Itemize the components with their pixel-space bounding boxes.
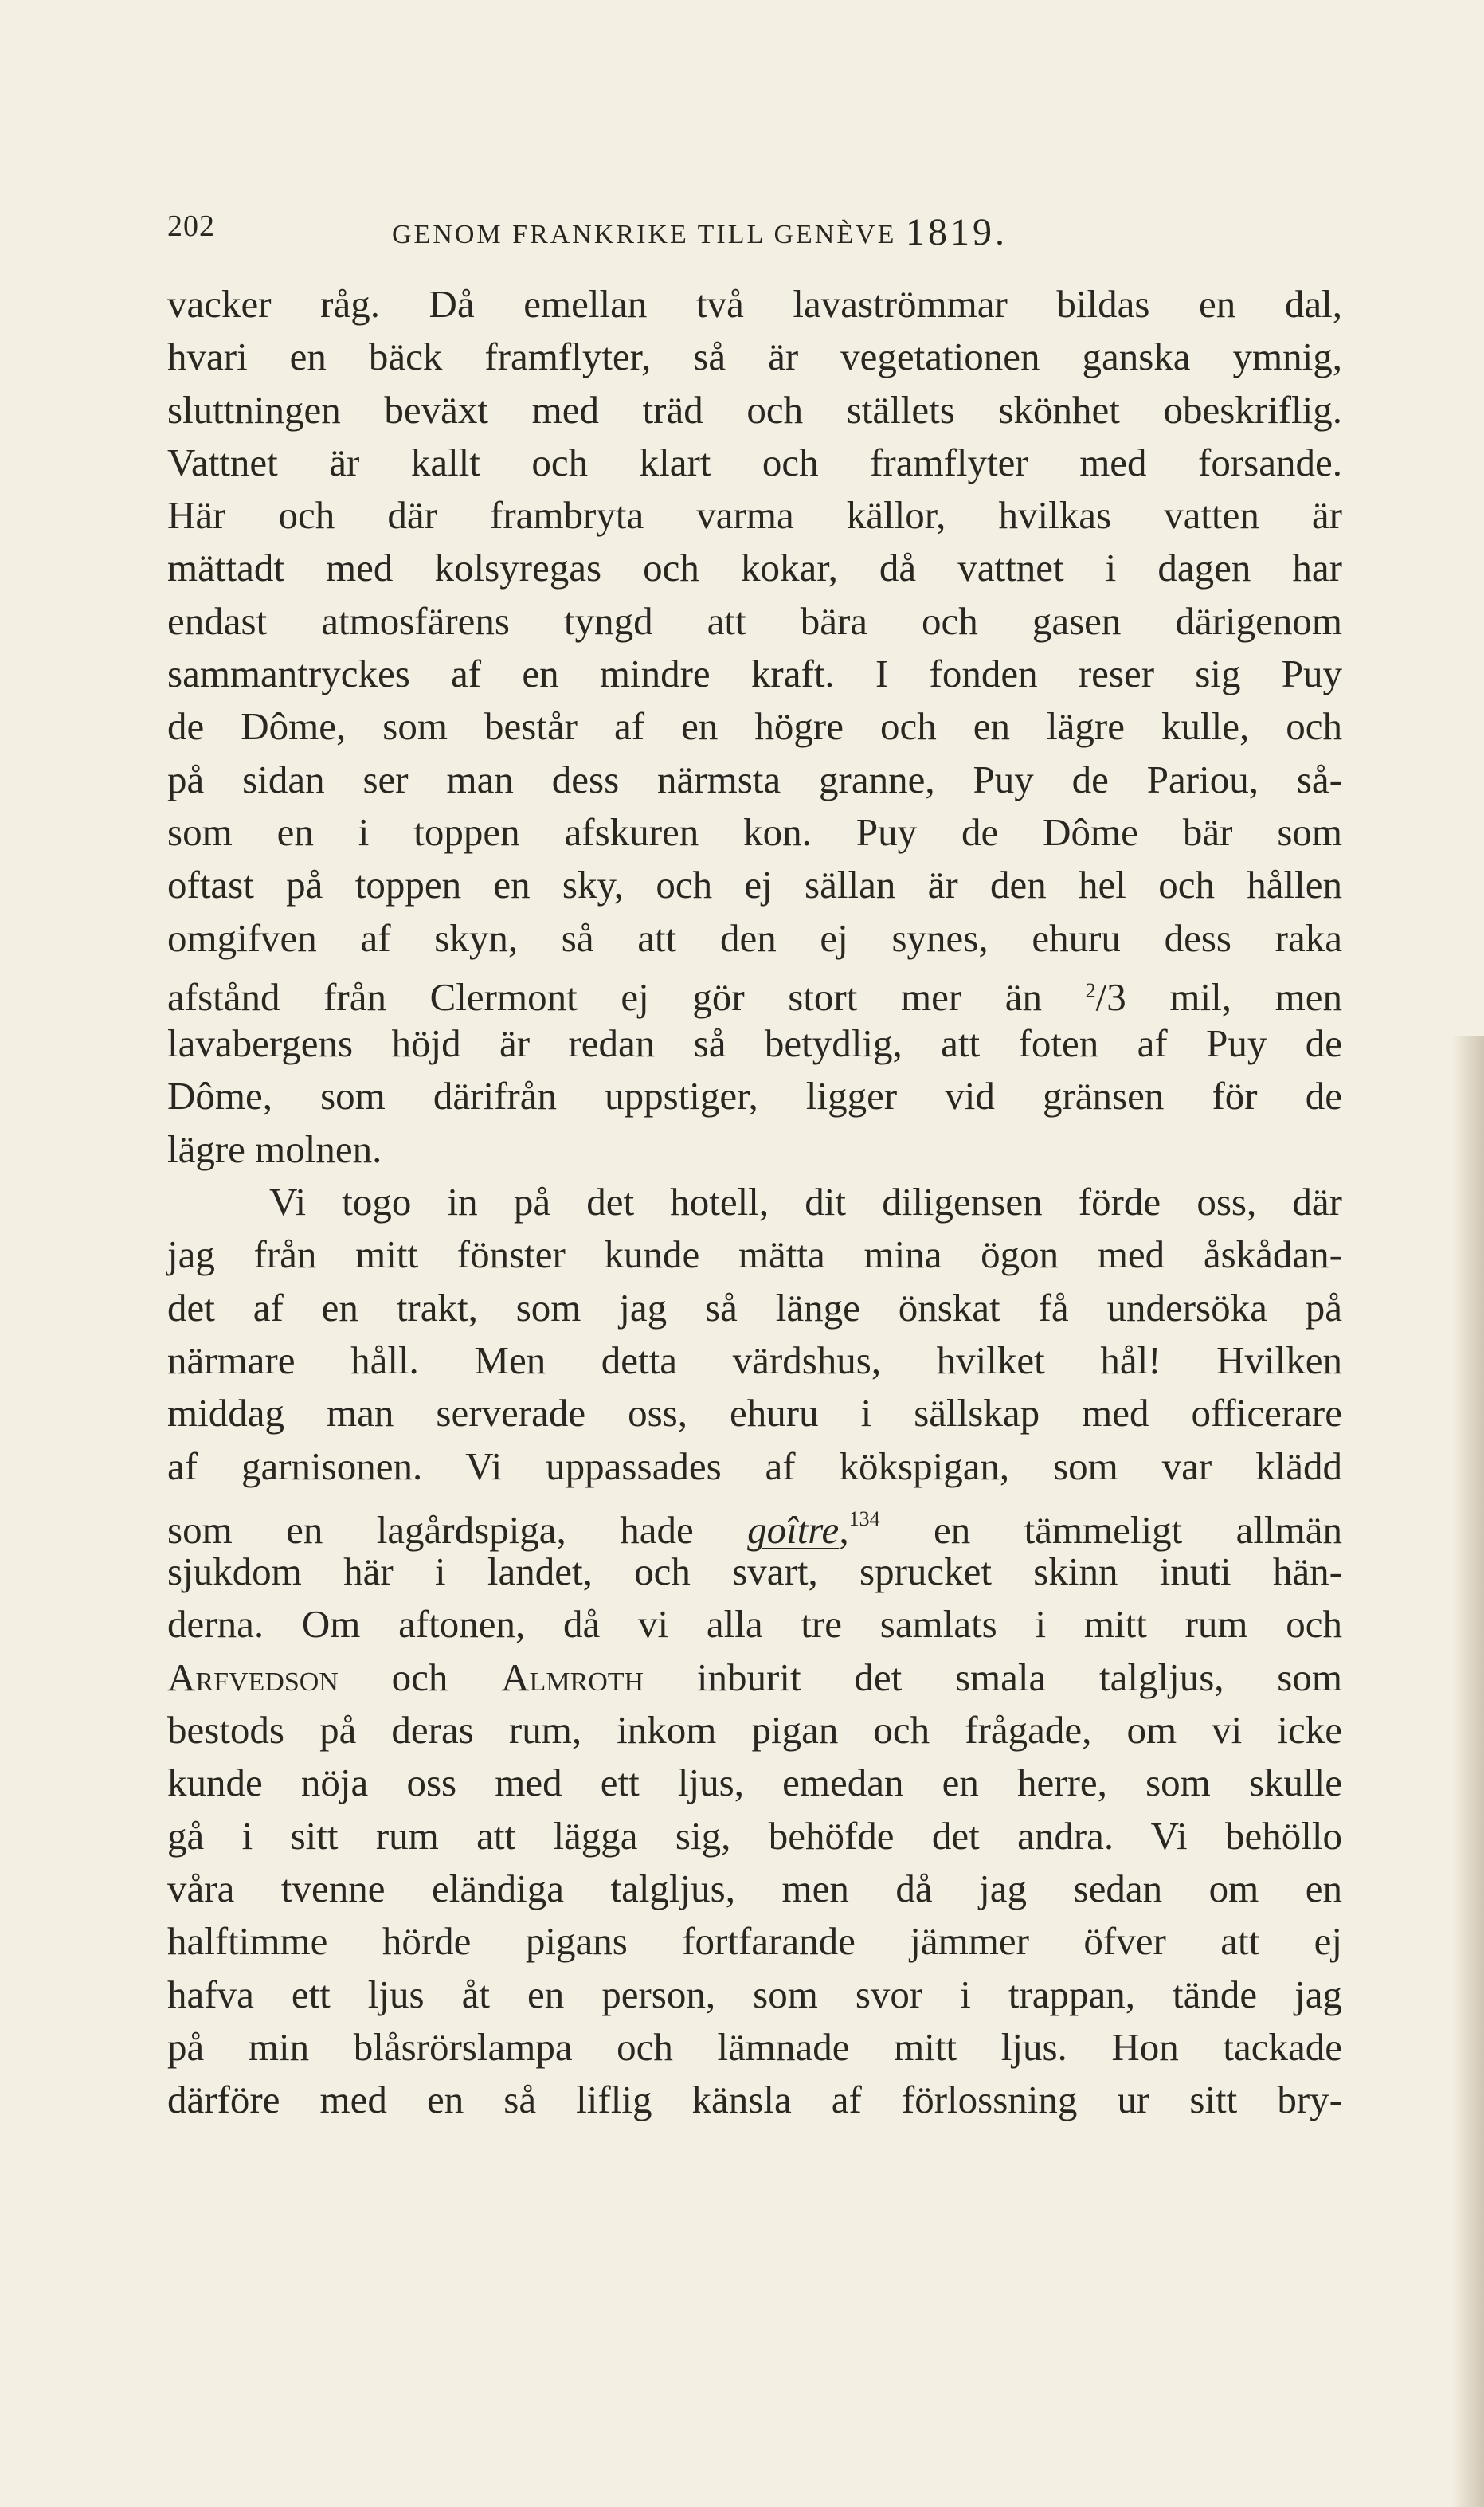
text-line: oftast på toppen en sky, och ej sällan är den hel och hållen	[167, 863, 1342, 907]
text-line: gå i sitt rum att lägga sig, behöfde det andra. Vi behöllo	[167, 1813, 1342, 1858]
text-line: sjukdom här i landet, och svart, sprucket skinn inuti hän-	[167, 1549, 1342, 1594]
page-edge-shadow	[1452, 1036, 1484, 2507]
text-line: mättadt med kolsyregas och kokar, då vattnet i dagen har	[167, 546, 1342, 590]
text-segment: en tämmeligt allmän	[879, 1507, 1342, 1552]
body-text	[167, 278, 1342, 2126]
text-line: därföre med en så liflig känsla af förlossning ur sitt bry-	[167, 2078, 1342, 2122]
page-header	[167, 209, 1354, 253]
text-line	[167, 1651, 1342, 1704]
text-segment: afstånd från Clermont ej gör stort mer än	[167, 974, 1086, 1019]
page-number: 202	[167, 210, 215, 243]
text-segment: ,	[839, 1507, 849, 1552]
text-line: jag från mitt fönster kunde mätta mina ögon med åskådan-	[167, 1232, 1342, 1277]
text-line: endast atmosfärens tyngd att bära och gasen därigenom	[167, 598, 1342, 643]
text-line	[167, 965, 1342, 1017]
running-head-title: GENOM FRANKRIKE TILL GENÈVE	[392, 220, 897, 249]
text-line: af garnisonen. Vi uppassades af kökspigan, som var klädd	[167, 1443, 1342, 1488]
text-line: våra tvenne eländiga talgljus, men då jag sedan om en	[167, 1866, 1342, 1910]
text-line: hafva ett ljus åt en person, som svor i trappan, tände jag	[167, 1972, 1342, 2016]
text-line: vacker råg. Då emellan två lavaströmmar bildas en dal,	[167, 282, 1342, 326]
text-line: hvari en bäck framflyter, så är vegetationen ganska ymnig,	[167, 335, 1342, 379]
text-line: det af en trakt, som jag så länge önskat få undersöka på	[167, 1285, 1342, 1330]
text-line: Dôme, som därifrån uppstiger, ligger vid gränsen för de	[167, 1074, 1342, 1118]
text-segment: mil, men	[1126, 974, 1342, 1019]
text-line: på min blåsrörslampa och lämnade mitt ljus. Hon tackade	[167, 2024, 1342, 2069]
text-segment: inburit det smala talgljus, som	[644, 1655, 1342, 1699]
person-name: Almroth	[501, 1655, 644, 1699]
running-head-year: 1819.	[905, 211, 1008, 253]
text-line: omgifven af skyn, så att den ej synes, ehuru dess raka	[167, 915, 1342, 960]
text-line: närmare håll. Men detta värdshus, hvilket hål! Hvilken	[167, 1338, 1342, 1382]
text-line: middag man serverade oss, ehuru i sällskap med officerare	[167, 1391, 1342, 1436]
text-line: sluttningen beväxt med träd och ställets skönhet obeskriflig.	[167, 387, 1342, 432]
text-line: halftimme hörde pigans fortfarande jämmer öfver att ej	[167, 1919, 1342, 1964]
text-line	[167, 1493, 1342, 1552]
text-segment: och	[338, 1655, 502, 1699]
text-line: derna. Om aftonen, då vi alla tre samlats i mitt rum och	[167, 1602, 1342, 1647]
text-line: lägre molnen.	[167, 1126, 382, 1171]
italic-term: goître	[747, 1507, 840, 1552]
text-line: Vi togo in på det hotell, dit diligensen förde oss, där	[269, 1180, 1342, 1224]
fraction-numerator: 2	[1085, 978, 1096, 1002]
text-line: som en i toppen afskuren kon. Puy de Dôme bär som	[167, 809, 1342, 854]
footnote-marker: 134	[848, 1506, 880, 1530]
text-line: lavabergens höjd är redan så betydlig, att foten af Puy de	[167, 1021, 1342, 1066]
person-name: Arfvedson	[167, 1655, 339, 1699]
text-line: på sidan ser man dess närmsta granne, Puy de Pariou, så-	[167, 757, 1342, 801]
fraction-denominator: /3	[1095, 974, 1126, 1019]
text-line: Vattnet är kallt och klart och framflyter med forsande.	[167, 440, 1342, 484]
text-line: Här och där frambryta varma källor, hvilkas vatten är	[167, 493, 1342, 538]
text-line: de Dôme, som består af en högre och en lägre kulle, och	[167, 704, 1342, 749]
text-segment: som en lagårdspiga, hade	[167, 1507, 748, 1552]
text-line: sammantryckes af en mindre kraft. I fonden reser sig Puy	[167, 652, 1342, 696]
running-head	[392, 209, 1008, 253]
text-line: bestods på deras rum, inkom pigan och frågade, om vi icke	[167, 1708, 1342, 1753]
text-line: kunde nöja oss med ett ljus, emedan en herre, som skulle	[167, 1761, 1342, 1805]
